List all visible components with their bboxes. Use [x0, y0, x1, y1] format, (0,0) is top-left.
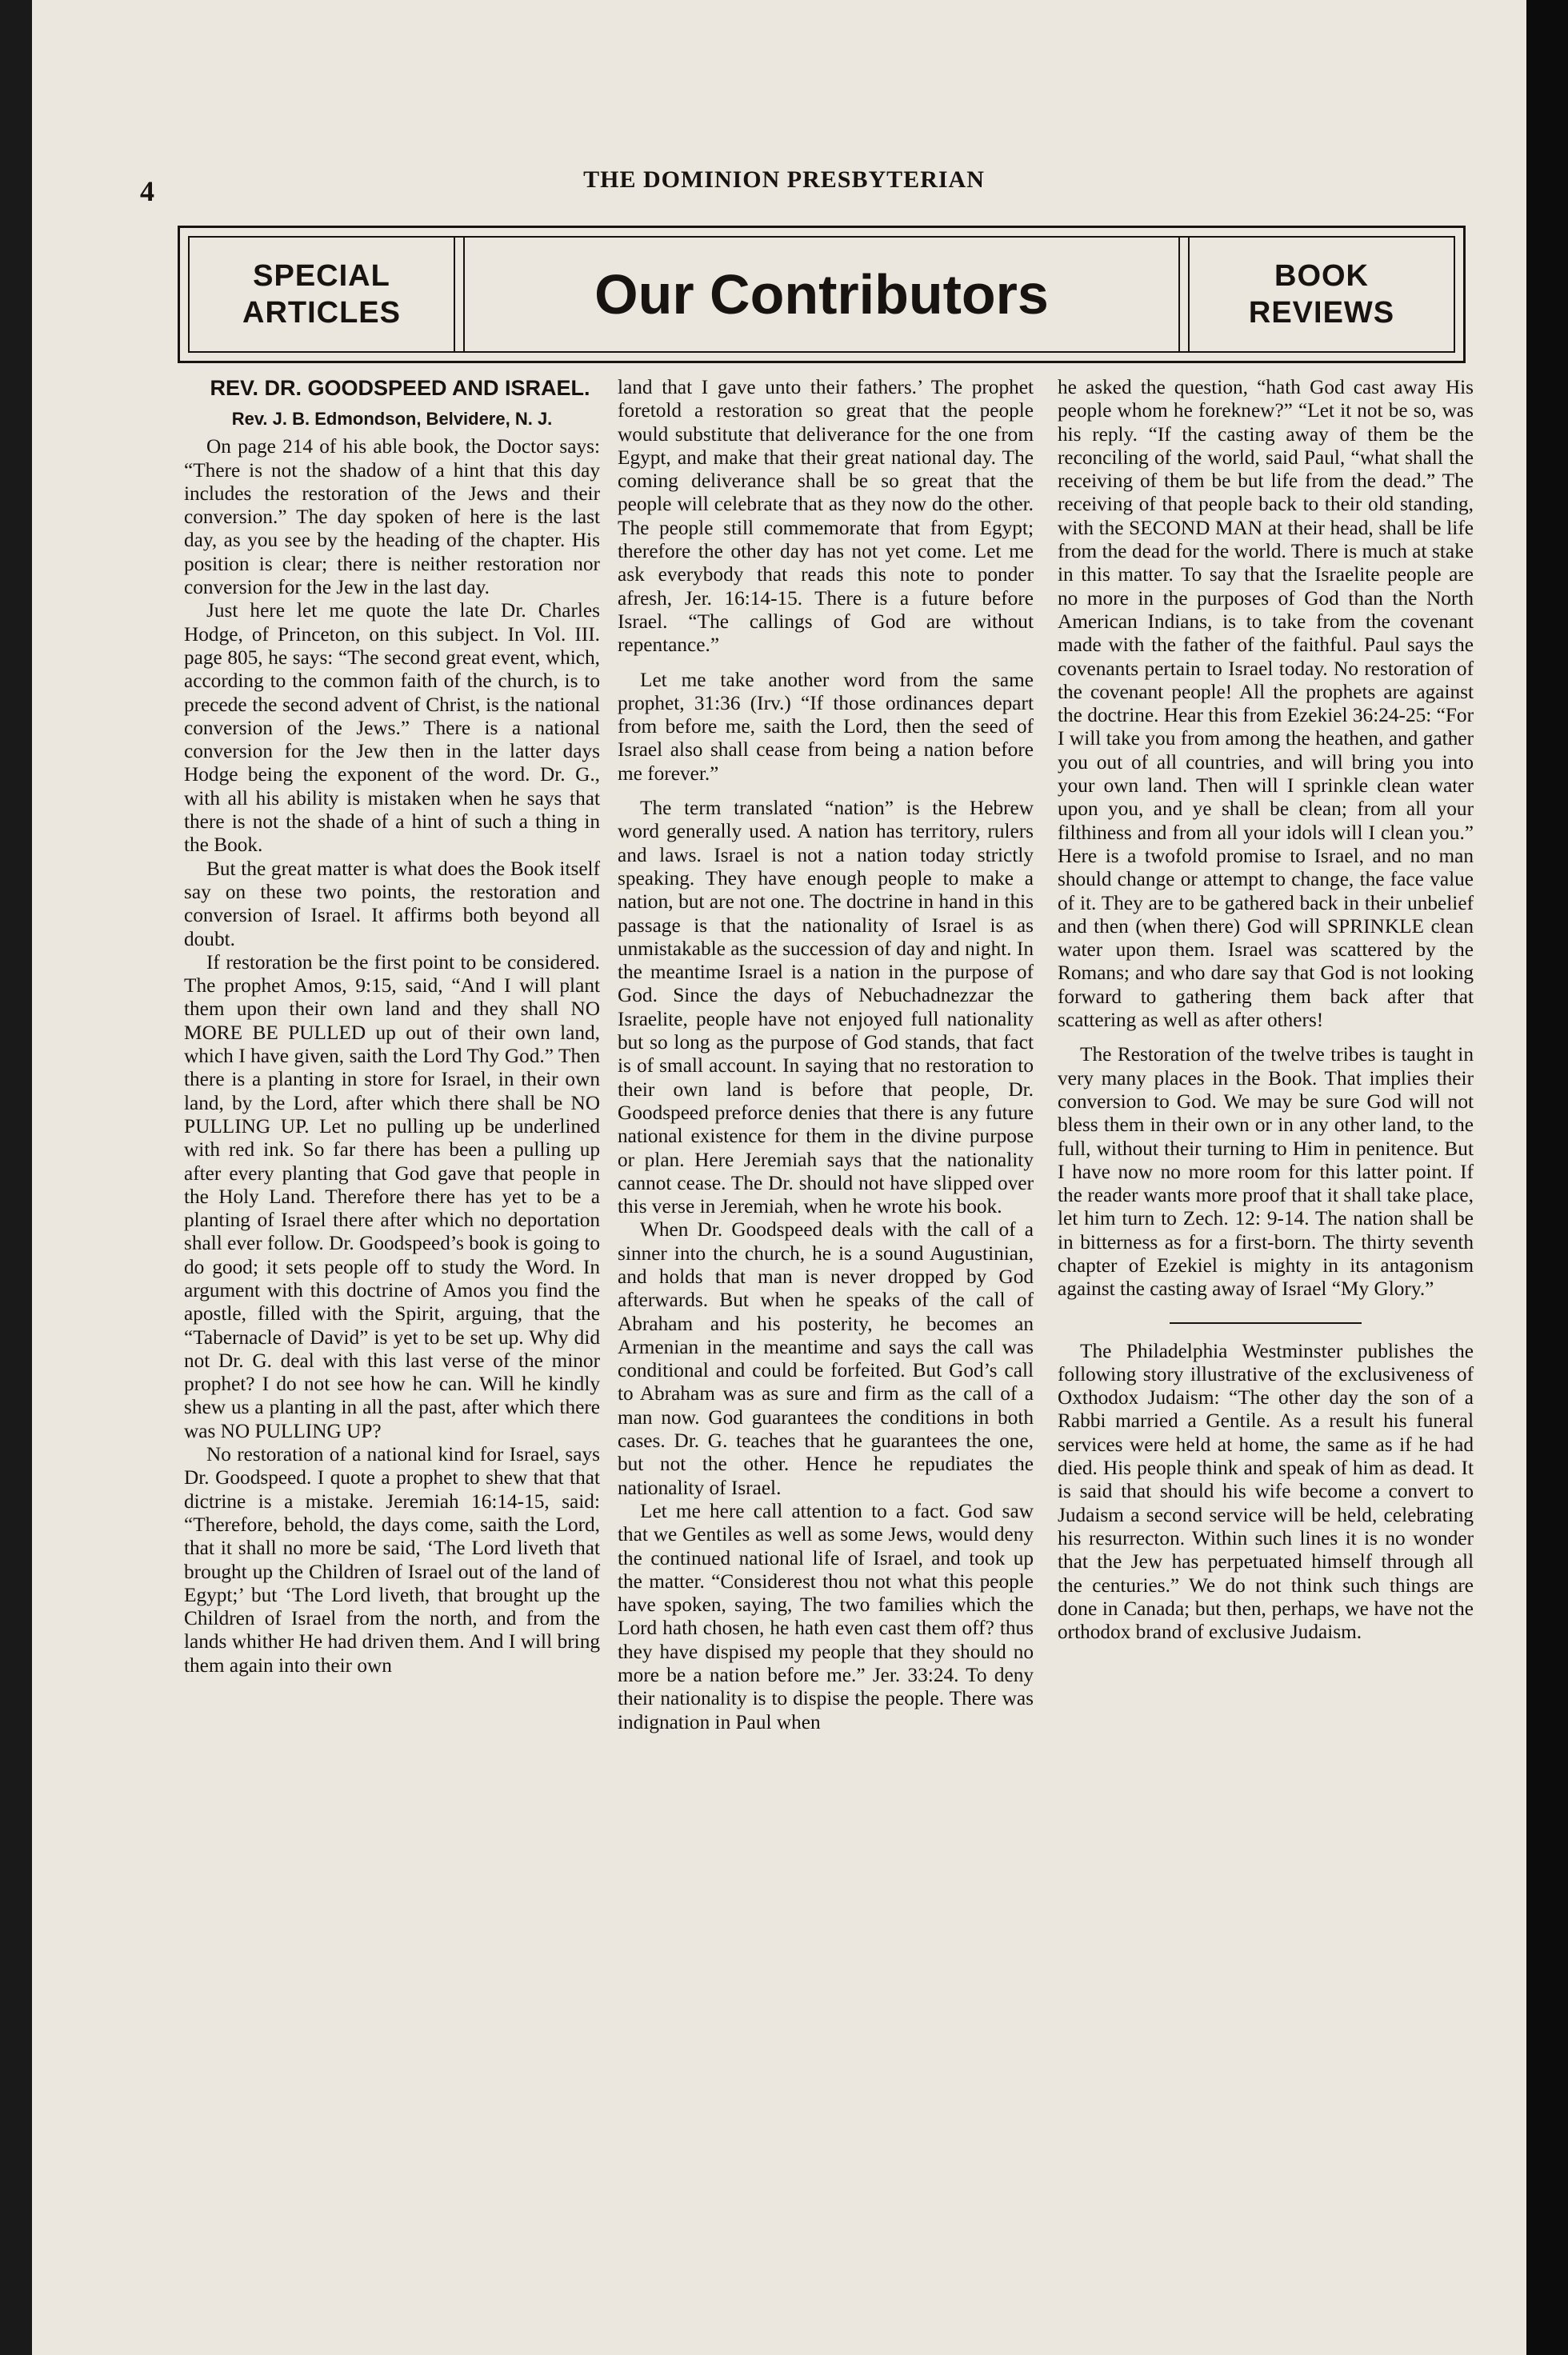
- paragraph: On page 214 of his able book, the Doctor says: “There is not the shadow of a hint that this day includes the restoration of the Jews and their conversion.” The day spoken of here is the last day, as you see by the heading of the chapter. His position is clear; there is neither restoration nor conversion for the Jew in the last day.: [184, 435, 600, 599]
- section-title: Our Contributors: [594, 263, 1049, 326]
- paragraph: Just here let me quote the late Dr. Charles Hodge, of Princeton, on this subject. In Vol. III. page 805, he says: “The second great event, which, according to the common faith of the church, is to precede the second advent of Christ, is the national conversion of the Jews.” There is a national conversion for the Jew then in the latter days Hodge being the exponent of the word. Dr. G., with all his ability is mistaken when he says that there is not the shade of a hint of such a thing in the Book.: [184, 599, 600, 857]
- paragraph: The Restoration of the twelve tribes is taught in very many places in the Book. That implies their conversion to God. We may be sure God will not bless them in their own or in any other land, to the full, without their turning to Him in penitence. But I have now no more room for this latter point. If the reader wants more proof that it shall take place, let him turn to Zech. 12: 9-14. The nation shall be in bitterness as for a first-born. The thirty seventh chapter of Ezekiel is mighty in its antagonism against the casting away of Israel “My Glory.”: [1058, 1043, 1474, 1301]
- article-byline: Rev. J. B. Edmondson, Belvidere, N. J.: [231, 409, 553, 429]
- page-number: 4: [140, 175, 154, 207]
- paragraph: If restoration be the first point to be considered. The prophet Amos, 9:15, said, “And I will plant them upon their own land and they shall NO MORE BE PULLED up out of their own land, which I have given, saith the Lord Thy God.” Then there is a planting in store for Israel, in their own land, by the Lord, after which there shall be NO PULLING UP. Let no pulling up be underlined with red ink. So far there has been a pulling up after every planting that God gave that people in the Holy Land. Therefore there has yet to be a planting of Israel there after which no deportation shall ever follow. Dr. Goodspeed’s book is going to do good; it sets people off to study the Word. In argument with this doctrine of Amos you find the apostle, filled with the Spirit, arguing, that the “Tabernacle of David” is yet to be set up. Why did not Dr. G. deal with this last verse of the minor prophet? I do not see how he can. Will he kindly shew us a planting in all the past, after which there was NO PULLING UP?: [184, 950, 600, 1442]
- special-articles-text: SPECIAL ARTICLES: [242, 258, 401, 330]
- paragraph: But the great matter is what does the Book itself say on these two points, the restoration and conversion of Israel. It affirms both beyond all doubt.: [184, 857, 600, 950]
- article-title: REV. DR. GOODSPEED AND ISRAEL.: [210, 376, 590, 400]
- special-articles-label: [190, 238, 454, 351]
- section-header-inner: [188, 236, 1455, 353]
- paragraph: The term translated “nation” is the Hebrew word generally used. A nation has territory, rulers and laws. Israel is not a nation today strictly speaking. They have enough people to make a nation, but are not one. The doctrine in hand in this passage is that the nationality of Israel is as unmistakable as the succession of day and night. In the meantime Israel is a nation in the purpose of God. Since the days of Nebuchadnezzar the Israelite, people have not enjoyed full nationality but so long as the purpose of God stands, that fact is of small account. In saying that no restoration to their own land is before that people, Dr. Goodspeed preforce denies that there is any future national existence for them in the divine purpose or plan. Here Jeremiah says that the nationality cannot cease. The Dr. should not have slipped over this verse in Jeremiah, when he wrote his book.: [618, 797, 1034, 1218]
- column-3: [1058, 376, 1474, 1644]
- paragraph: land that I gave unto their fathers.’ The prophet foretold a restoration so great that the people would substitute that deliverance for the one from Egypt, and make that their great national day. The coming deliverance shall be so great that the people will celebrate that as they now do the other. The people still commemorate that from Egypt; therefore the other day has not yet come. Let me ask everybody that reads this note to ponder afresh, Jer. 16:14-15. There is a future before Israel. “The callings of God are without repentance.”: [618, 376, 1034, 657]
- column-1: [184, 376, 600, 1677]
- scan-edge: [1526, 0, 1568, 2355]
- book-reviews-text: BOOK REVIEWS: [1248, 258, 1395, 330]
- paragraph: When Dr. Goodspeed deals with the call of a sinner into the church, he is a sound Augustinian, and holds that man is never dropped by God afterwards. But when he speaks of the call of Abraham and his posterity, he becomes an Armenian in the meantime and says the call was conditional and could be forfeited. But God’s call to Abraham was as sure and firm as the call of a man now. God guarantees the conditions in both cases. Dr. G. teaches that he guarantees the one, but not the other. Hence he repudiates the nationality of Israel.: [618, 1218, 1034, 1499]
- running-head: THE DOMINION PRESBYTERIAN: [583, 166, 985, 193]
- paragraph: No restoration of a national kind for Israel, says Dr. Goodspeed. I quote a prophet to shew that that dictrine is a mistake. Jeremiah 16:14-15, said: “Therefore, behold, the days come, saith the Lord, that it shall no more be said, ‘The Lord liveth that brought up the Children of Israel out of the land of Egypt;’ but ‘The Lord liveth, that brought up the Children of Israel from the north, and from the lands whither He had driven them. And I will bring them again into their own: [184, 1443, 600, 1677]
- note-paragraph: The Philadelphia Westminster publishes the following story illustrative of the exclusiveness of Oxthodox Judaism: “The other day the son of a Rabbi married a Gentile. As a result his funeral services were held at home, the same as if he had died. His people think and speak of him as dead. It is said that should his wife become a convert to Judaism a second service will be held, celebrating his resurrecton. Within such lines it is no wonder that the Jew has perpetuated himself through all the centuries.” We do not think such things are done in Canada; but then, perhaps, we have not the orthodox brand of exclusive Judaism.: [1058, 1339, 1474, 1644]
- article-separator: [1170, 1322, 1362, 1324]
- header-divider-left: [454, 238, 465, 351]
- section-header-box: [178, 226, 1466, 363]
- column-2: [618, 376, 1034, 1734]
- paragraph: Let me take another word from the same prophet, 31:36 (Irv.) “If those ordinances depart from before me, saith the Lord, then the seed of Israel also shall cease from being a nation before me forever.”: [618, 668, 1034, 785]
- paragraph: Let me here call attention to a fact. God saw that we Gentiles as well as some Jews, would deny the continued national life of Israel, and took up the matter. “Considerest thou not what this people have spoken, saying, The two families which the Lord hath chosen, he hath even cast them off? thus they have dispised my people that they should no more be a nation before me.” Jer. 33:24. To deny their nationality is to dispise the people. There was indignation in Paul when: [618, 1499, 1034, 1733]
- book-reviews-label: [1190, 238, 1454, 351]
- header-divider-right: [1178, 238, 1190, 351]
- paragraph: he asked the question, “hath God cast away His people whom he foreknew?” “Let it not be so, was his reply. “If the casting away of them be the reconciling of the world, said Paul, “what shall the receiving of them be but life from the dead.” The receiving of that people back to their old standing, with the SECOND MAN at their head, shall be life from the dead for the world. There is much at stake in this matter. To say that the Israelite people are no more in the purposes of God than the North American Indians, is to take from the covenant made with the father of the faithful. Paul says the covenants pertain to Israel today. No restoration of the covenant people! All the prophets are against the doctrine. Hear this from Ezekiel 36:24-25: “For I will take you from among the heathen, and gather you out of all countries, and will bring you into your own land. Then will I sprinkle clean water upon you, and ye shall be clean; from all your filthiness and from all your idols will I clean you.” Here is a twofold promise to Israel, and no man should change or attempt to change, the face value of it. They are to be gathered back in their unbelief and then (when there) God will SPRINKLE clean water upon them. Israel was scattered by the Romans; and who dare say that God is not looking forward to gathering them back after that scattering as well as after others!: [1058, 376, 1474, 1032]
